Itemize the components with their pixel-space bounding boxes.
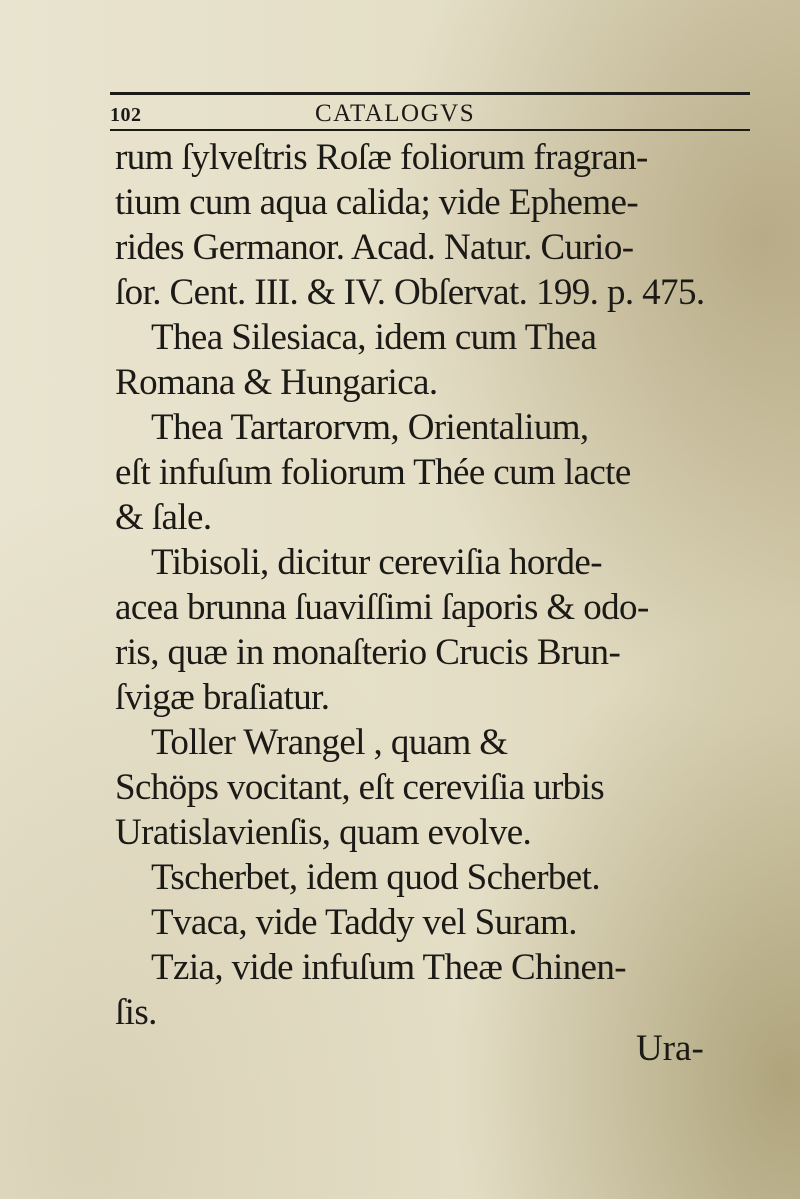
text-line: Schöps vocitant, eſt cereviſia urbis xyxy=(115,767,605,808)
page-header xyxy=(110,92,750,132)
header-rule-top xyxy=(110,92,750,95)
text-line: ſvigæ braſiatur. xyxy=(115,677,330,718)
catchword: Ura- xyxy=(636,1028,704,1069)
entry-tzia: Tzia, vide infuſum Theæ Chinen- xyxy=(151,947,626,988)
entry-thea-tartarorum: Thea Tartarorvm, Orientalium, xyxy=(151,407,589,448)
text-line: rides Germanor. Acad. Natur. Curio- xyxy=(115,227,634,268)
text-line: ſor. Cent. III. & IV. Obſervat. 199. p. 475. xyxy=(115,272,705,313)
text-line: & ſale. xyxy=(115,497,212,538)
text-line: acea brunna ſuaviſſimi ſaporis & odo- xyxy=(115,587,649,628)
header-rule-bottom xyxy=(110,129,750,131)
page-body xyxy=(115,135,755,1035)
running-head: CATALOGVS xyxy=(315,100,476,127)
text-line: eſt infuſum foliorum Thée cum lacte xyxy=(115,452,631,493)
entry-tvaca: Tvaca, vide Taddy vel Suram. xyxy=(151,902,577,943)
entry-tscherbet: Tscherbet, idem quod Scherbet. xyxy=(151,857,600,898)
text-line: Uratislavienſis, quam evolve. xyxy=(115,812,532,853)
text-line: rum ſylveſtris Roſæ foliorum fragran- xyxy=(115,137,648,178)
text-line: ſis. xyxy=(115,992,157,1033)
text-line: ris, quæ in monaſterio Crucis Brun- xyxy=(115,632,621,673)
text-line: Romana & Hungarica. xyxy=(115,362,438,403)
entry-thea-silesiaca: Thea Silesiaca, idem cum Thea xyxy=(151,317,597,358)
entry-tibisoli: Tibisoli, dicitur cereviſia horde- xyxy=(151,542,602,583)
page-number: 102 xyxy=(110,104,142,126)
text-line: tium cum aqua calida; vide Epheme- xyxy=(115,182,639,223)
entry-toller-wrangel: Toller Wrangel , quam & xyxy=(151,722,508,763)
